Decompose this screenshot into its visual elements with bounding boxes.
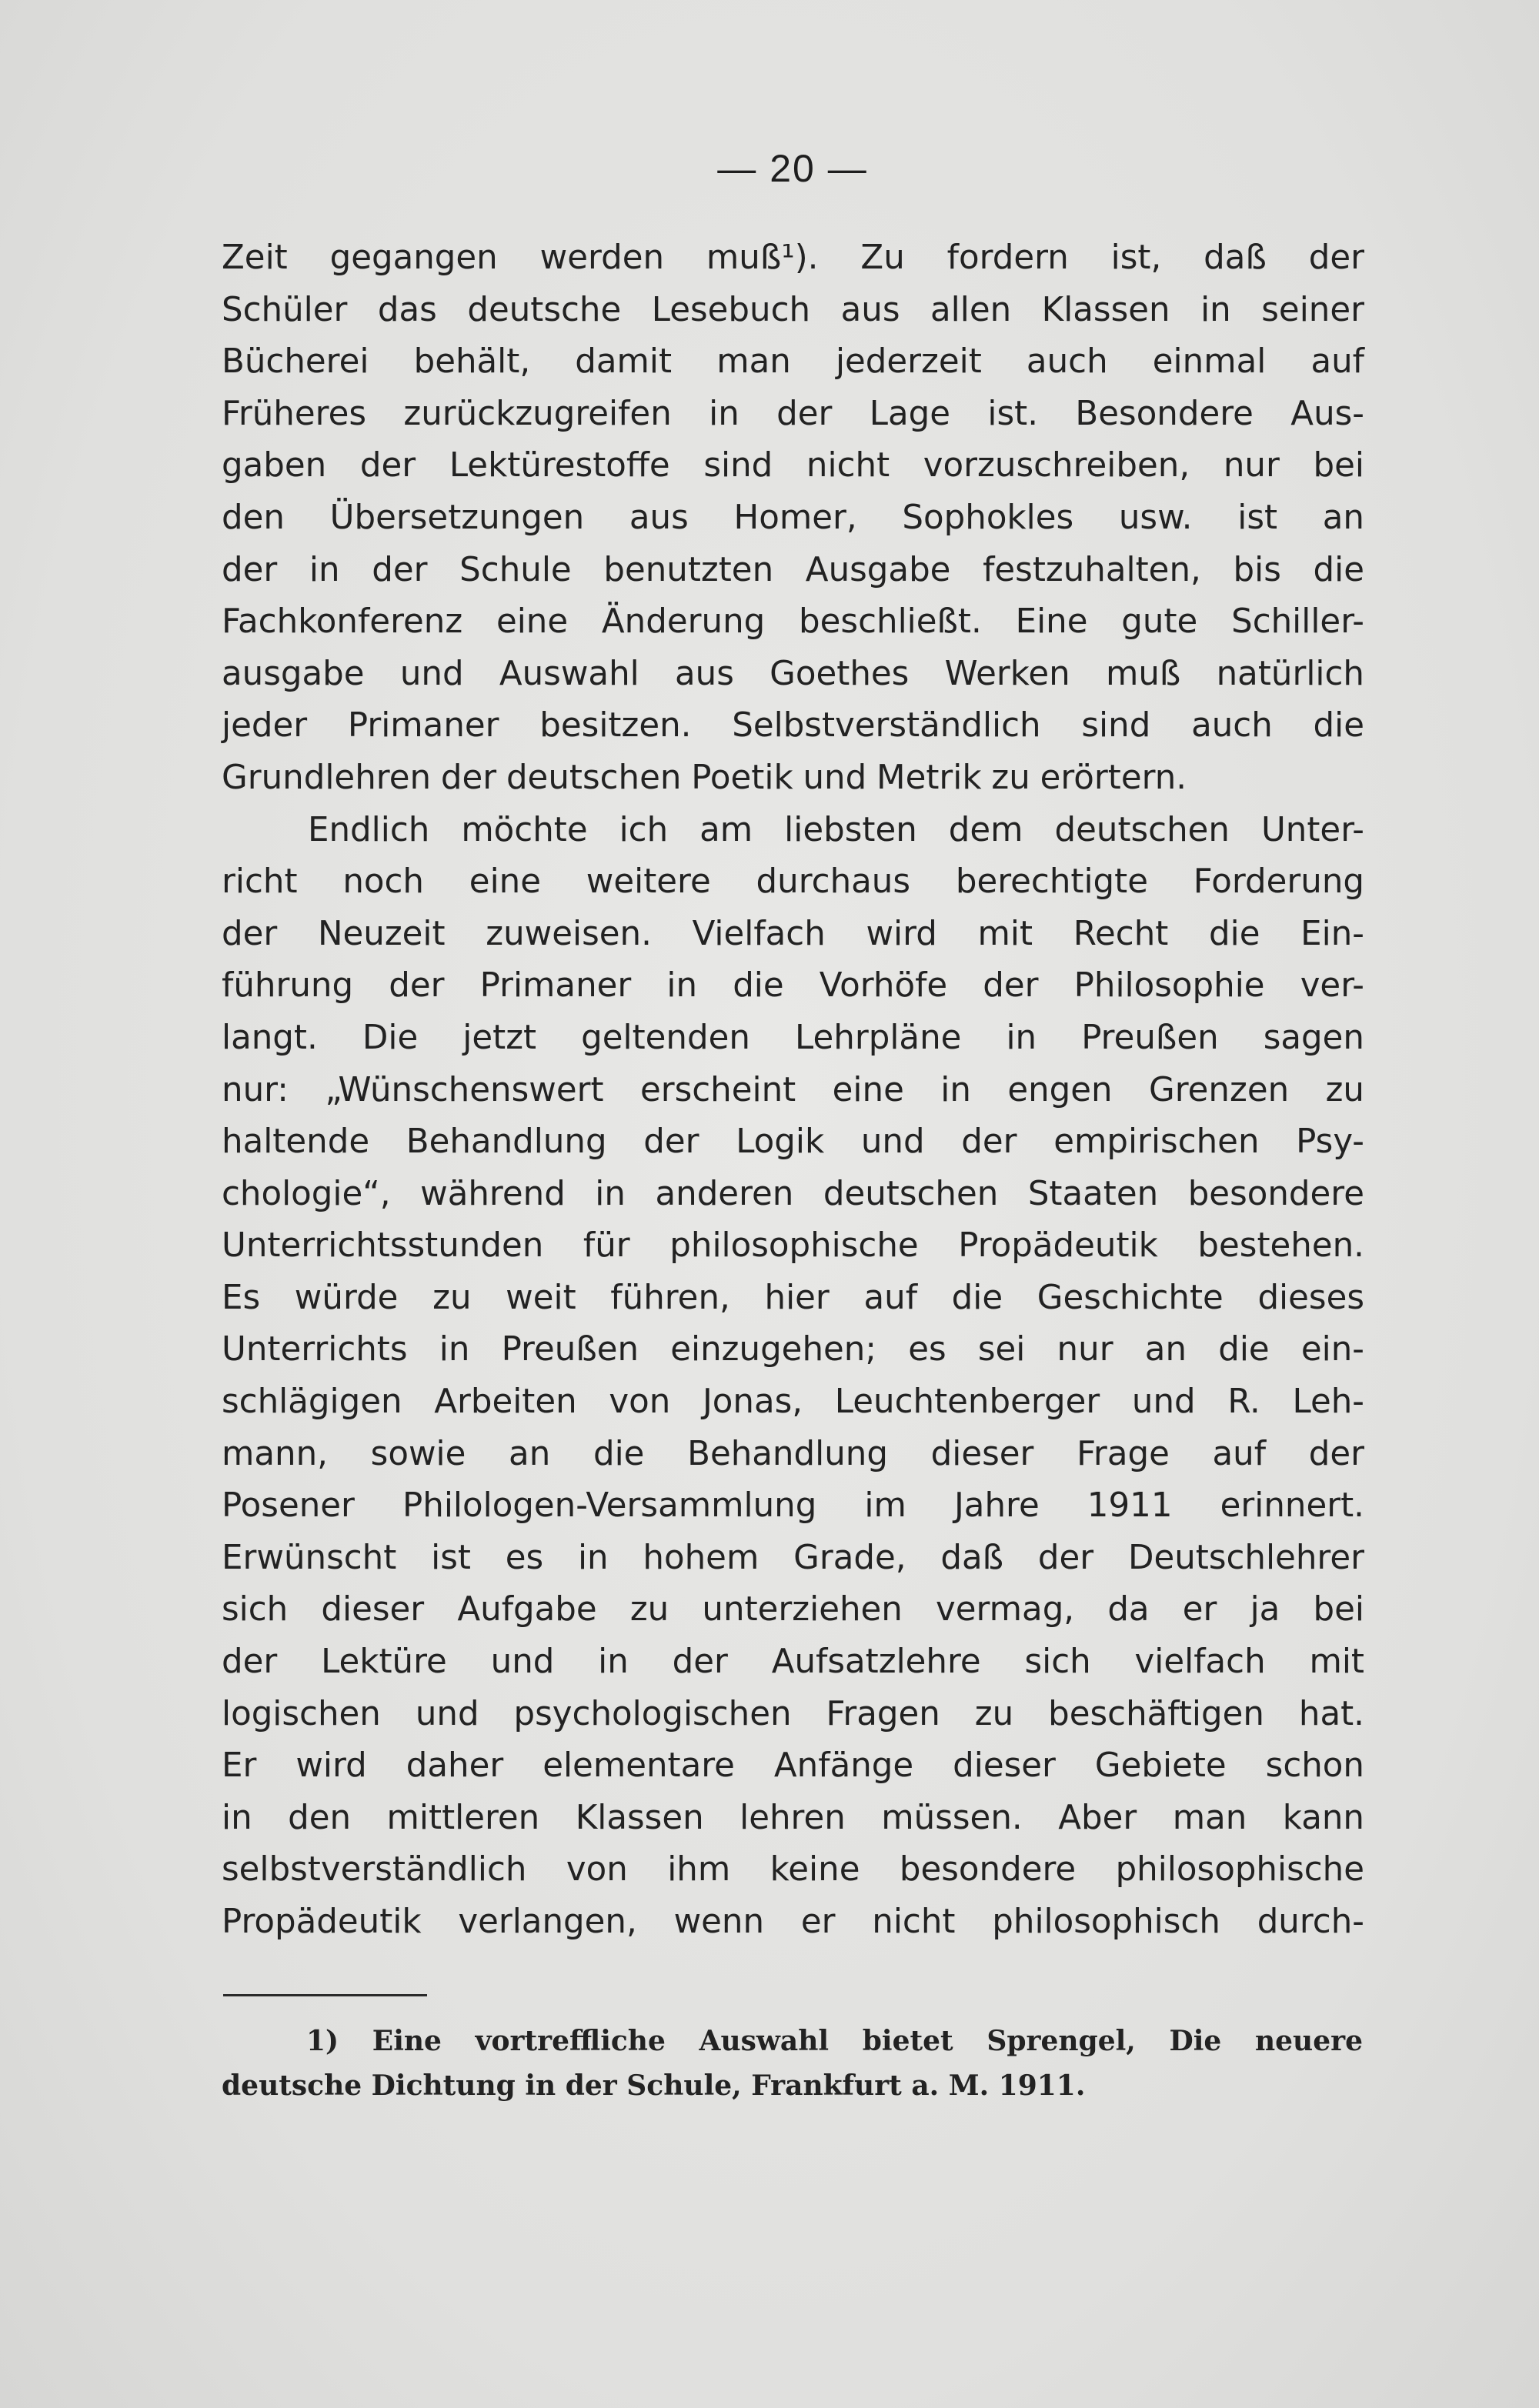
text-line: Früheres zurückzugreifen in der Lage ist. Besondere Aus- <box>222 394 1364 433</box>
text-line: jeder Primaner besitzen. Selbstverständlich sind auch die <box>222 706 1364 745</box>
text-line: der Neuzeit zuweisen. Vielfach wird mit Recht die Ein- <box>222 914 1364 953</box>
text-line: schlägigen Arbeiten von Jonas, Leuchtenberger und R. Leh- <box>222 1382 1364 1422</box>
text-line: mann, sowie an die Behandlung dieser Frage auf der <box>222 1434 1364 1473</box>
text-line: Erwünscht ist es in hohem Grade, daß der Deutschlehrer <box>222 1538 1364 1577</box>
footnote <box>222 2019 1363 2108</box>
text-line: Zeit gegangen werden muß¹). Zu fordern ist, daß der <box>222 238 1364 277</box>
text-line: Schüler das deutsche Lesebuch aus allen Klassen in seiner <box>222 290 1364 329</box>
text-line: sich dieser Aufgabe zu unterziehen vermag, da er ja bei <box>222 1590 1364 1629</box>
text-line: Bücherei behält, damit man jederzeit auch einmal auf <box>222 342 1364 382</box>
text-line: in den mittleren Klassen lehren müssen. Aber man kann <box>222 1798 1364 1837</box>
text-line: langt. Die jetzt geltenden Lehrpläne in Preußen sagen <box>222 1018 1364 1057</box>
text-line: haltende Behandlung der Logik und der empirischen Psy- <box>222 1122 1364 1162</box>
text-line: chologie“, während in anderen deutschen Staaten besondere <box>222 1174 1364 1213</box>
text-line: logischen und psychologischen Fragen zu beschäftigen hat. <box>222 1694 1364 1733</box>
text-line: ausgabe und Auswahl aus Goethes Werken muß natürlich <box>222 654 1364 693</box>
text-line: Grundlehren der deutschen Poetik und Metrik zu erörtern. <box>222 758 1187 797</box>
footnote-divider <box>223 1994 427 1996</box>
footnote-line: deutsche Dichtung in der Schule, Frankfurt a. M. 1911. <box>222 2069 1086 2102</box>
text-line: Propädeutik verlangen, wenn er nicht philosophisch durch- <box>222 1903 1364 1941</box>
text-line: Es würde zu weit führen, hier auf die Geschichte dieses <box>222 1278 1364 1317</box>
text-line: der in der Schule benutzten Ausgabe festzuhalten, bis die <box>222 550 1364 589</box>
text-line: richt noch eine weitere durchaus berechtigte Forderung <box>222 862 1364 902</box>
page-number: — 20 — <box>717 147 868 190</box>
text-line: den Übersetzungen aus Homer, Sophokles usw. ist an <box>222 498 1364 537</box>
paragraph-start-line: Endlich möchte ich am liebsten dem deutschen Unter- <box>308 810 1364 849</box>
text-line: Unterrichts in Preußen einzugehen; es sei nur an die ein- <box>222 1330 1364 1369</box>
text-line: nur: „Wünschenswert erscheint eine in engen Grenzen zu <box>222 1070 1364 1109</box>
text-line: der Lektüre und in der Aufsatzlehre sich vielfach mit <box>222 1643 1364 1682</box>
text-line: Posener Philologen-Versammlung im Jahre 1911 erinnert. <box>222 1486 1364 1526</box>
body-text <box>222 232 1364 1949</box>
text-line: gaben der Lektürestoffe sind nicht vorzuschreiben, nur bei <box>222 446 1364 485</box>
text-line: Fachkonferenz eine Änderung beschließt. Eine gute Schiller- <box>222 602 1364 642</box>
text-line: Er wird daher elementare Anfänge dieser Gebiete schon <box>222 1746 1364 1786</box>
text-line: führung der Primaner in die Vorhöfe der Philosophie ver- <box>222 966 1364 1006</box>
text-line: selbstverständlich von ihm keine besondere philosophische <box>222 1850 1364 1889</box>
footnote-line: 1) Eine vortreffliche Auswahl bietet Sprengel, Die neuere <box>306 2025 1363 2057</box>
text-line: Unterrichtsstunden für philosophische Propädeutik bestehen. <box>222 1226 1364 1266</box>
